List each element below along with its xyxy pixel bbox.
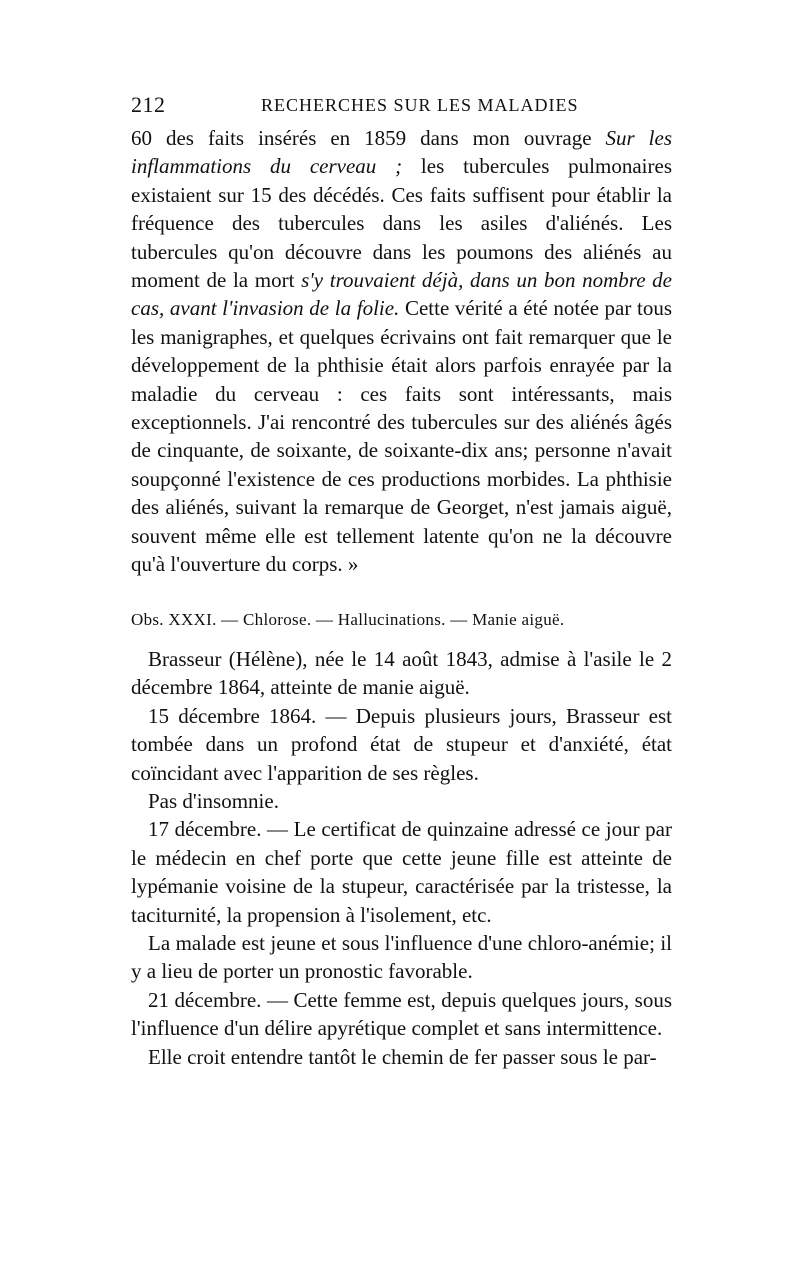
paragraph: 17 décembre. — Le certificat de quinzaine adressé ce jour par le médecin en chef porte que cette jeune fille est atteinte de lypémanie voisine de la stupeur, caractérisée par la tristesse, la taciturnité, la propension à l'isolement, etc.: [131, 817, 672, 927]
text-run: les tubercules pulmonaires existaient sur 15 des décédés. Ces faits suffisent pour établir la fréquence des tubercules dans les asiles d'aliénés. Les tubercules qu'on découvre dans les poumons des aliénés au moment de la mort: [131, 154, 672, 293]
paragraph: Brasseur (Hélène), née le 14 août 1843, admise à l'asile le 2 décembre 1864, atteinte de manie aiguë.: [131, 646, 672, 700]
text-run: Cette vérité a été notée par tous les manigraphes, et quelques écrivains ont fait remarquer que le développement de la phthisie était alors parfois enrayée par la maladie du cerveau : ces faits sont intéressants, mais exceptionnels. J'ai rencontré des tubercules sur des aliénés âgés de cinquante, de soixante, de soixante-dix ans; personne n'avait soupçonné l'existence de ces productions morbides. La phthisie des aliénés, suivant la remarque de Georget, n'est jamais aiguë, souvent même elle est tellement latente qu'on ne la découvre qu'à l'ouverture du corps. »: [131, 296, 672, 577]
paragraph: Pas d'insomnie.: [148, 788, 279, 813]
paragraph-continued: [131, 124, 672, 579]
paragraph: Elle croit entendre tantôt le chemin de fer passer sous le par-: [148, 1044, 657, 1069]
body-text: [131, 124, 672, 1071]
paragraph: 21 décembre. — Cette femme est, depuis quelques jours, sous l'influence d'un délire apyrétique complet et sans intermittence.: [131, 987, 672, 1041]
text-run: 60 des faits insérés en 1859 dans mon ouvrage: [131, 126, 606, 150]
page-number: 212: [131, 92, 166, 117]
italic-title: Sur les inflammations du cerveau ;: [131, 126, 673, 179]
running-head: RECHERCHES SUR LES MALADIES: [261, 95, 579, 115]
paragraph: La malade est jeune et sous l'influence d'une chloro-anémie; il y a lieu de porter un pronostic favorable.: [131, 930, 672, 984]
page-header: [131, 92, 675, 122]
paragraph: 15 décembre 1864. — Depuis plusieurs jours, Brasseur est tombée dans un profond état de stupeur et d'anxiété, état coïncidant avec l'apparition de ses règles.: [131, 703, 672, 785]
observation-heading: Obs. XXXI. — Chlorose. — Hallucinations. — Manie aiguë.: [131, 609, 565, 629]
italic-emphasis: s'y trouvaient déjà, dans un bon nombre de cas, avant l'invasion de la folie.: [131, 268, 672, 321]
